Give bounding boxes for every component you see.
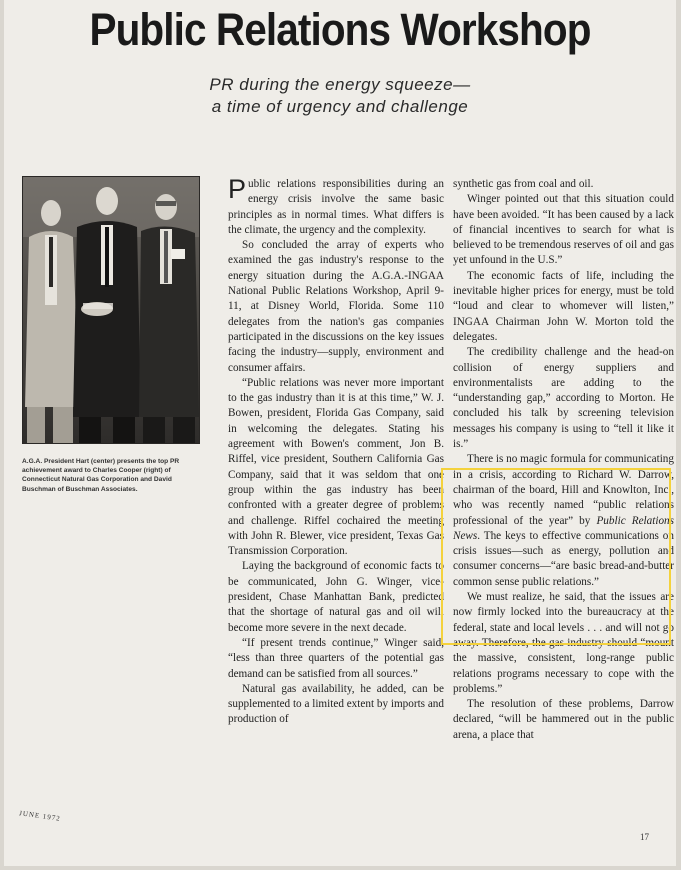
photo-caption: A.G.A. President Hart (center) presents the top PR achievement award to Charles Cooper (right) of Connecticut Natural Gas Corporation and David Buschman of Buschman Associates. <box>22 458 180 493</box>
paragraph: “Public relations was never more important to the gas industry than it is at this time,” W. J. Bowen, president, Florida Gas Company, said in welcoming the delegates. Stating his agreement with Bowen's comment, Jon B. Riffel, vice president, Southern California Gas Company, said that it was seldom that one group within the gas industry has been confronted with a greater degree of problems and challenge. Riffel cochaired the meeting with John R. Blewer, vice president, Texas Gas Transmission Corporation. <box>228 376 444 558</box>
paragraph: Laying the background of economic facts to be communicated, John G. Winger, vice-president, Chase Manhattan Bank, predicted that the shortage of natural gas and oil will become more severe in the next decade. <box>228 560 444 634</box>
paragraph: synthetic gas from coal and oil. <box>453 178 594 190</box>
award-photo <box>22 176 200 444</box>
subtitle-line-1: PR during the energy squeeze— <box>209 75 471 94</box>
drop-cap: P <box>228 174 247 204</box>
highlight-box <box>441 468 671 645</box>
paragraph: The resolution of these problems, Darrow declared, “will be hammered out in the public arena, a place that <box>453 698 674 741</box>
paragraph: Natural gas availability, he added, can be supplemented to a limited extent by imports and production of <box>228 682 444 726</box>
paragraph: We must realize, he said, that the issues are now firmly locked into the bureaucracy at the federal, state and local levels . . . and will not go away. Therefore, the gas industry should “mount the massive, consistent, long-range public relations programs necessary to cope with the problems.” <box>453 591 674 695</box>
paragraph: Public relations responsibilities during an energy crisis involve the same basic principles as in normal times. What differs is the climate, the urgency and the complexity. <box>228 174 444 236</box>
page-number: 17 <box>640 832 649 842</box>
paragraph: So concluded the array of experts who examined the gas industry's response to the energy situation during the A.G.A.-INGAA National Public Relations Workshop, April 9-11, at Disney World, Florida. Some 110 delegates from the nation's gas companies participated in the discussions on the key issues facing the industry—supply, environment and consumer affairs. <box>228 239 444 374</box>
paragraph: The credibility challenge and the head-on collision of energy suppliers and environmentalists are adding to the “understanding gap,” according to Morton. He concluded his talk by screening television messages his company is using to “tell it like it is.” <box>453 346 674 451</box>
article-subtitle <box>4 74 676 118</box>
article-title: Public Relations Workshop <box>89 4 591 55</box>
issue-date: JUNE 1972 <box>18 809 62 823</box>
paragraph: The economic facts of life, including the inevitable higher prices for energy, must be told “loud and clear to whomever will listen,” INGAA Chairman John W. Morton told the delegates. <box>453 269 674 343</box>
subtitle-line-2: a time of urgency and challenge <box>211 97 469 116</box>
magazine-page <box>4 0 676 866</box>
text-column-1 <box>228 174 444 728</box>
text-column-2 <box>453 177 674 743</box>
paragraph: “If present trends continue,” Winger said, “less than three quarters of the potential gas demand can be satisfied from all sources.” <box>228 636 444 680</box>
highlighted-paragraph: There is no magic formula for communicating in a crisis, according to Richard W. Darrow, chairman of the board, Hill and Knowlton, Inc., who was recently named “public relations professional of the year” by Public Relations News. The keys to effective communications on crisis issues—such as energy, pollution and consumer concerns—“are basic bread-and-butter common sense public relations.” <box>453 453 674 588</box>
paragraph: Winger pointed out that this situation could have been avoided. “It has been caused by a lack of financial incentives to search for what is believed to be tremendous reserves of oil and gas yet unfound in the U.S.” <box>453 193 674 267</box>
